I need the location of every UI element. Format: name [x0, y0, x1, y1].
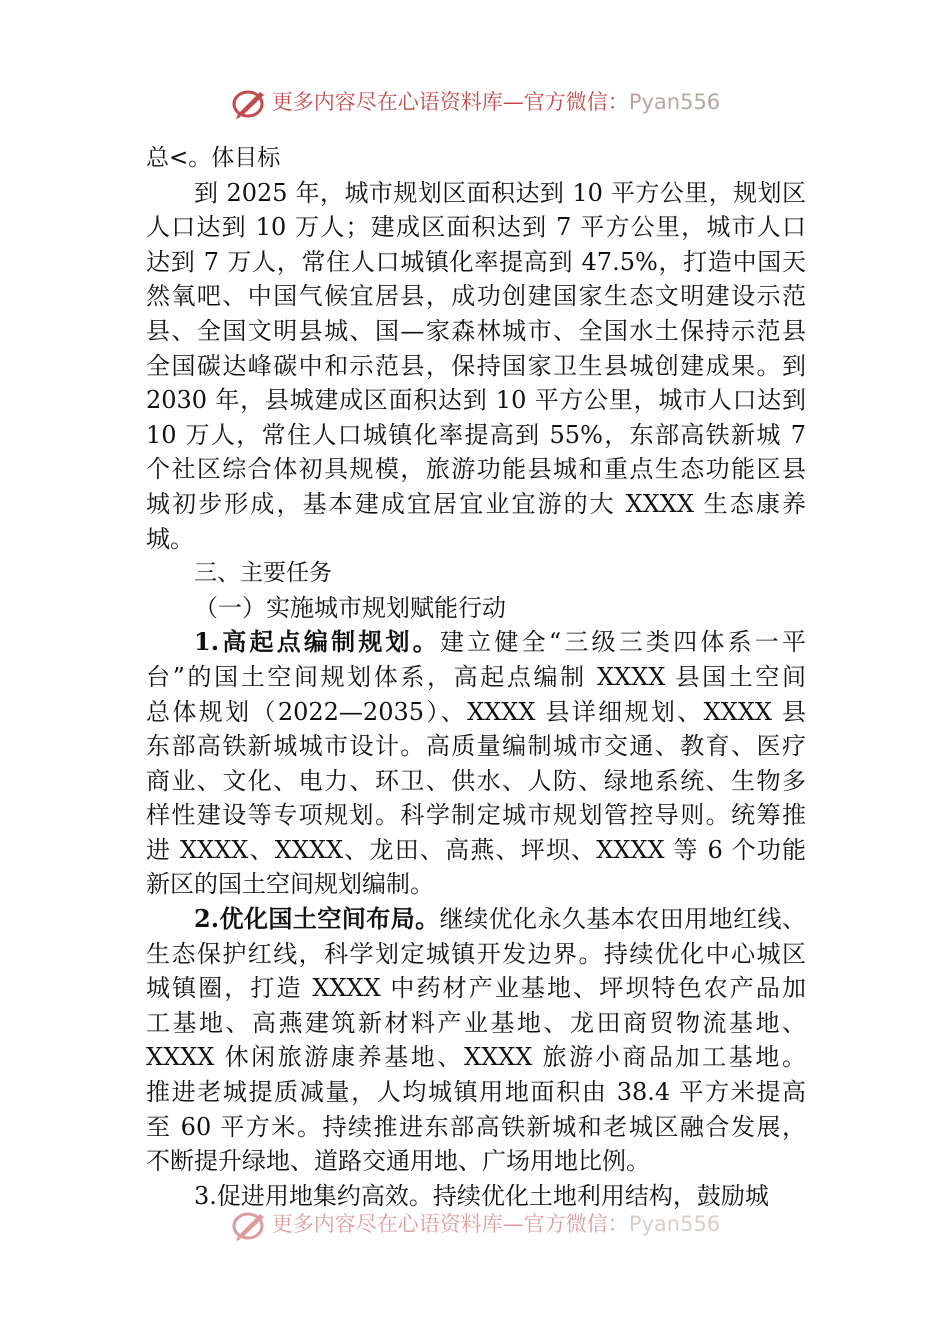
item2-paragraph [146, 902, 806, 1179]
document-body [146, 141, 806, 1213]
text-line: 2.优化国土空间布局。继续优化永久基本农田用地红线、 [194, 904, 807, 934]
text-line: 到 2025 年，城市规划区面积达到 10 平方公里，规划区 [194, 178, 806, 207]
text-line: 3.促进用地集约高效。持续优化土地利用结构，鼓励城 [194, 1181, 769, 1210]
text-line: 达到 7 万人，常住人口城镇化率提高到 47.5%，打造中国天 [146, 247, 806, 276]
sub-heading-planning: （一）实施城市规划赋能行动 [194, 593, 506, 622]
text-line: 商业、文化、电力、环卫、供水、人防、绿地系统、生物多 [146, 766, 806, 795]
text-line: 至 60 平方米。持续推进东部高铁新城和老城区融合发展， [146, 1112, 806, 1141]
text-line: 城镇圈，打造 XXXX 中药材产业基地、坪坝特色农产品加 [146, 974, 806, 1003]
goal-heading: 总<。体目标 [146, 145, 281, 171]
watermark-footer [0, 1208, 950, 1242]
text-line: 推进老城提质减量，人均城镇用地面积由 38.4 平方米提高 [146, 1078, 806, 1107]
item1-paragraph [146, 625, 806, 902]
text-line: 样性建设等专项规划。科学制定城市规划管控导则。统筹推 [146, 801, 806, 830]
watermark-wechat-id: Pyan556 [628, 1212, 721, 1236]
text-line: 2030 年，县城建成区面积达到 10 平方公里，城市人口达到 [146, 386, 806, 415]
text-line: 1.高起点编制规划。建立健全“三级三类四体系一平 [194, 627, 806, 657]
text-line: 进 XXXX、XXXX、龙田、高燕、坪坝、XXXX 等 6 个功能 [146, 835, 806, 864]
watermark-text: 更多内容尽在心语资料库—官方微信： [271, 1212, 629, 1236]
text-line: 人口达到 10 万人；建成区面积达到 7 平方公里，城市人口 [146, 213, 806, 242]
text-line: 全国碳达峰碳中和示范县，保持国家卫生县城创建成果。到 [146, 351, 806, 380]
text-line: 县、全国文明县城、国—家森林城市、全国水土保持示范县 [146, 316, 806, 345]
text-line: 城初步形成，基本建成宜居宜业宜游的大 XXXX 生态康养 [146, 489, 806, 518]
text-line: XXXX 休闲旅游康养基地、XXXX 旅游小商品加工基地。 [146, 1043, 806, 1072]
item-lead-title: 2.优化国土空间布局。 [194, 904, 440, 934]
text-line: 总体规划（2022—2035）、XXXX 县详细规划、XXXX 县 [146, 697, 806, 726]
text-line: 然氧吧、中国气候宜居县，成功创建国家生态文明建设示范 [146, 282, 806, 311]
text-line: 城。 [146, 524, 194, 553]
watermark-text: 更多内容尽在心语资料库—官方微信： [271, 90, 629, 114]
pen-logo-icon [230, 1208, 268, 1242]
text-line: 10 万人，常住人口城镇化率提高到 55%，东部高铁新城 7 [146, 420, 806, 449]
tasks-heading: 三、主要任务 [194, 560, 332, 587]
text-line: 东部高铁新城城市设计。高质量编制城市交通、教育、医疗 [146, 732, 806, 761]
pen-logo-icon [230, 86, 268, 120]
text-line: 工基地、高燕建筑新材料产业基地、龙田商贸物流基地、 [146, 1008, 806, 1037]
text-line: 新区的国土空间规划编制。 [146, 870, 434, 899]
goal-paragraph [146, 176, 806, 557]
text-line: 不断提升绿地、道路交通用地、广场用地比例。 [146, 1147, 650, 1176]
text-line: 个社区综合体初具规模，旅游功能县城和重点生态功能区县 [146, 455, 806, 484]
item-lead-title: 1.高起点编制规划。 [194, 627, 440, 657]
text-line: 生态保护红线，科学划定城镇开发边界。持续优化中心城区 [146, 939, 806, 968]
watermark-wechat-id: Pyan556 [628, 90, 721, 114]
watermark-header [0, 86, 950, 120]
text-line: 台”的国土空间规划体系，高起点编制 XXXX 县国土空间 [146, 662, 806, 691]
